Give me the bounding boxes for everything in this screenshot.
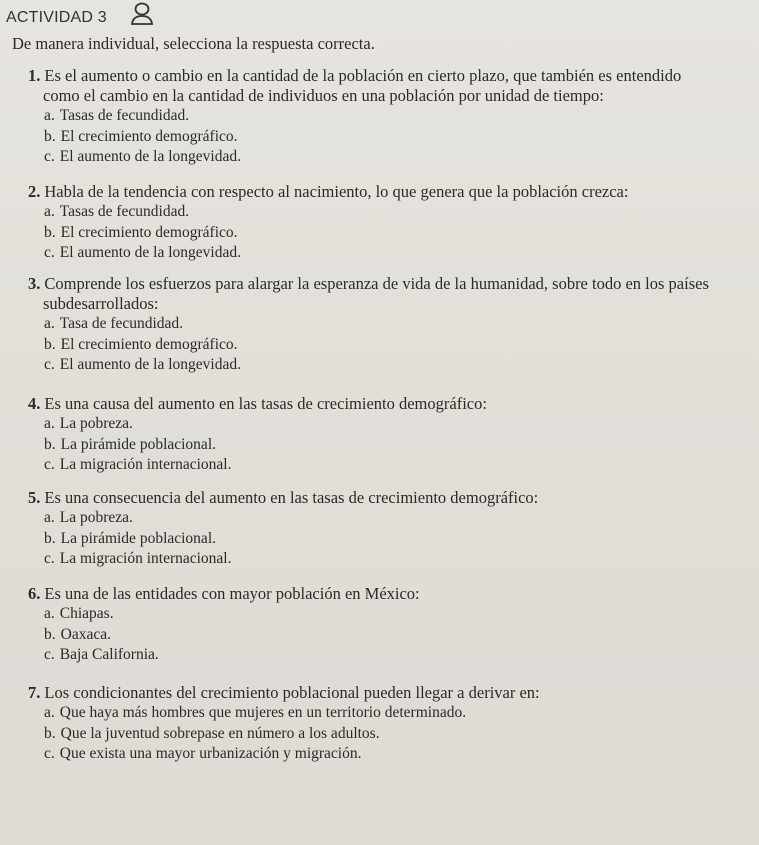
header xyxy=(6,4,155,31)
option-c[interactable] xyxy=(28,355,748,376)
option-c[interactable] xyxy=(28,455,748,476)
question-number: 6. xyxy=(28,584,41,603)
question-line-1: Habla de la tendencia con respecto al nacimiento, lo que genera que la población crezca: xyxy=(44,182,629,201)
question-number: 5. xyxy=(28,488,41,507)
question-1 xyxy=(28,66,748,168)
option-letter: b. xyxy=(44,529,56,547)
question-3 xyxy=(28,274,748,376)
option-letter: a. xyxy=(44,415,55,432)
option-a[interactable] xyxy=(28,314,748,335)
option-text: Tasa de fecundidad. xyxy=(59,315,184,332)
option-letter: c. xyxy=(44,148,55,165)
option-text: La pirámide poblacional. xyxy=(60,435,216,453)
option-text: Tasas de fecundidad. xyxy=(59,107,190,124)
question-number: 7. xyxy=(28,683,41,702)
question-2 xyxy=(28,182,748,264)
option-a[interactable] xyxy=(28,202,748,223)
option-c[interactable] xyxy=(28,243,748,264)
question-number: 3. xyxy=(28,274,41,293)
option-a[interactable] xyxy=(28,604,748,625)
option-letter: a. xyxy=(44,509,55,526)
option-c[interactable] xyxy=(28,147,748,168)
option-b[interactable] xyxy=(28,127,748,148)
question-line-1: Comprende los esfuerzos para alargar la esperanza de vida de la humanidad, sobre todo en los países xyxy=(44,274,709,293)
option-text: La pirámide poblacional. xyxy=(60,529,216,547)
option-text: El aumento de la longevidad. xyxy=(59,356,241,373)
question-text xyxy=(28,683,748,703)
option-text: Oaxaca. xyxy=(60,625,111,643)
option-letter: a. xyxy=(44,704,55,721)
question-line-2: subdesarrollados: xyxy=(43,294,159,313)
question-6 xyxy=(28,584,748,666)
activity-title: ACTIVIDAD 3 xyxy=(6,8,107,26)
option-b[interactable] xyxy=(28,724,748,745)
option-text: La migración internacional. xyxy=(59,550,232,567)
instruction-text: De manera individual, selecciona la respuesta correcta. xyxy=(12,34,375,53)
option-b[interactable] xyxy=(28,625,748,646)
option-letter: c. xyxy=(44,745,55,762)
option-text: El aumento de la longevidad. xyxy=(59,148,241,165)
option-text: Que exista una mayor urbanización y migración. xyxy=(59,745,362,762)
option-text: Chiapas. xyxy=(59,605,114,622)
option-text: La pobreza. xyxy=(59,509,133,526)
question-line-1: Es una causa del aumento en las tasas de crecimiento demográfico: xyxy=(44,394,487,413)
question-text xyxy=(28,66,748,106)
option-letter: b. xyxy=(44,724,56,742)
question-text xyxy=(28,182,748,202)
option-text: La migración internacional. xyxy=(59,456,232,473)
question-number: 1. xyxy=(28,66,41,85)
question-text xyxy=(28,394,748,414)
question-line-1: Es el aumento o cambio en la cantidad de la población en cierto plazo, que también es entendido xyxy=(44,66,682,85)
option-text: El aumento de la longevidad. xyxy=(59,244,241,261)
option-letter: b. xyxy=(44,625,56,643)
option-letter: c. xyxy=(44,356,55,373)
option-text: El crecimiento demográfico. xyxy=(60,335,238,353)
option-b[interactable] xyxy=(28,223,748,244)
option-c[interactable] xyxy=(28,549,748,570)
question-4 xyxy=(28,394,748,476)
option-a[interactable] xyxy=(28,508,748,529)
option-letter: a. xyxy=(44,107,55,124)
option-b[interactable] xyxy=(28,335,748,356)
option-letter: a. xyxy=(44,315,55,332)
question-text xyxy=(28,488,748,508)
option-a[interactable] xyxy=(28,414,748,435)
question-line-1: Los condicionantes del crecimiento poblacional pueden llegar a derivar en: xyxy=(44,683,540,702)
option-text: El crecimiento demográfico. xyxy=(60,127,238,145)
option-letter: b. xyxy=(44,127,56,145)
question-number: 2. xyxy=(28,182,41,201)
option-letter: b. xyxy=(44,335,56,353)
question-line-1: Es una de las entidades con mayor población en México: xyxy=(44,584,420,603)
option-text: Que la juventud sobrepase en número a los adultos. xyxy=(60,724,380,742)
option-letter: c. xyxy=(44,646,55,663)
option-text: Tasas de fecundidad. xyxy=(59,203,190,220)
option-text: Baja California. xyxy=(59,646,159,663)
option-a[interactable] xyxy=(28,106,748,127)
option-letter: c. xyxy=(44,550,55,567)
question-line-1: Es una consecuencia del aumento en las tasas de crecimiento demográfico: xyxy=(44,488,539,507)
question-text xyxy=(28,274,748,314)
question-5 xyxy=(28,488,748,570)
option-a[interactable] xyxy=(28,703,748,724)
option-b[interactable] xyxy=(28,435,748,456)
option-letter: c. xyxy=(44,244,55,261)
question-text xyxy=(28,584,748,604)
option-letter: b. xyxy=(44,435,56,453)
person-outline-icon xyxy=(129,2,155,31)
option-letter: c. xyxy=(44,456,55,473)
question-number: 4. xyxy=(28,394,41,413)
option-c[interactable] xyxy=(28,744,748,765)
option-letter: a. xyxy=(44,605,55,622)
question-line-2: como el cambio en la cantidad de individuos en una población por unidad de tiempo: xyxy=(43,86,604,105)
option-text: Que haya más hombres que mujeres en un territorio determinado. xyxy=(59,704,467,721)
question-7 xyxy=(28,683,748,765)
option-letter: a. xyxy=(44,203,55,220)
option-text: La pobreza. xyxy=(59,415,133,432)
option-letter: b. xyxy=(44,223,56,241)
option-text: El crecimiento demográfico. xyxy=(60,223,238,241)
option-b[interactable] xyxy=(28,529,748,550)
option-c[interactable] xyxy=(28,645,748,666)
